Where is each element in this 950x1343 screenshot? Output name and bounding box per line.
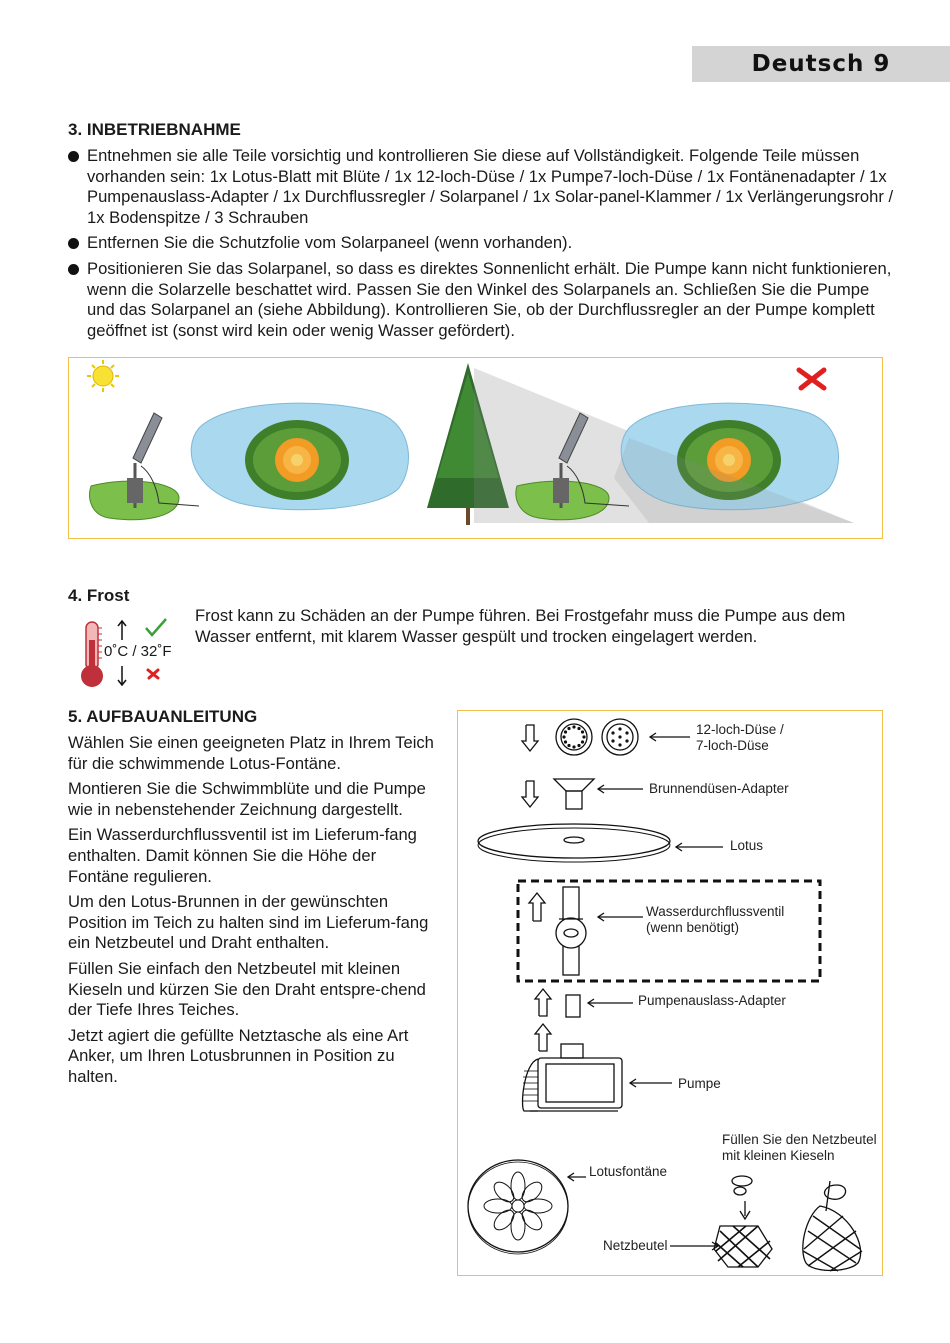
section-3-bullet-list: [68, 146, 898, 346]
outlet-label: Pumpenauslass-Adapter: [638, 993, 786, 1008]
frost-text: Frost kann zu Schäden an der Pumpe führen. Bei Frostgefahr muss die Pumpe aus dem Wasser entfernt, mit klarem Wasser gespült und trocken eingelagert werden.: [195, 606, 846, 646]
arrow-up-icon: [529, 893, 545, 921]
bullet-item: Positionieren Sie das Solarpanel, so dass es direktes Sonnenlicht erhält. Die Pumpe kann nicht funktionieren, wenn die Solarzelle beschattet wird. Passen Sie den Winkel des Solarpanels an. Schließen Sie die Pumpe und das Solarpanel an (siehe Abbildung). Kontrollieren Sie, ob der Durchflussregler an der Pumpe komplett geöffnet ist (sonst wird kein oder wenig Wasser gefördert).: [68, 259, 898, 341]
valve-label-line1: Wasserdurchflussventil: [646, 904, 785, 919]
nozzle-7-hole-icon: [602, 719, 638, 755]
small-cross-icon: [148, 670, 158, 678]
nozzle-12-hole-icon: [556, 719, 592, 755]
nozzle-label-line1: 12-loch-Düse /: [696, 722, 784, 737]
assembly-diagram: [457, 710, 883, 1276]
pump-outlet-adapter-icon: [566, 995, 580, 1017]
fountain-adapter-icon: [554, 779, 594, 809]
paragraph: Montieren Sie die Schwimmblüte und die Pumpe wie in nebenstehender Zeichnung dargestellt.: [68, 779, 426, 819]
paragraph: Um den Lotus-Brunnen in der gewünschten Position im Teich zu halten sind im Lieferum-fang ein Netzbeutel und Draht enthalten.: [68, 892, 429, 953]
pump-icon: [523, 1044, 622, 1111]
pointer-arrow-icon: [676, 843, 723, 851]
lotus-disc-icon: [478, 824, 670, 862]
pointer-arrow-icon: [598, 913, 643, 921]
bullet-item: Entfernen Sie die Schutzfolie vom Solarpaneel (wenn vorhanden).: [68, 233, 898, 254]
lotus-fountain-label: Lotusfontäne: [589, 1164, 668, 1179]
fill-net-label-line1: Füllen Sie den Netzbeutel: [722, 1132, 877, 1147]
cross-icon: [799, 370, 824, 388]
bullet-item: Entnehmen sie alle Teile vorsichtig und kontrollieren Sie diese auf Vollständigkeit. Folgende Teile müssen vorhanden sein: 1x Lotus-Blatt mit Blüte / 1x 12-loch-Düse / 1x Pumpe7-loch-Düse / 1x Fontänenadapter / 1x Pumpenauslass-Adapter / 1x Durchflussregler / Solarpanel / 1x Solar-panel-Klammer / 1x Verlängerungsrohr / 1x Bodenspitze / 3 Schrauben: [68, 146, 898, 228]
fill-net-label-line2: mit kleinen Kieseln: [722, 1148, 835, 1163]
pointer-arrow-icon: [588, 999, 633, 1007]
section-3-title: 3. INBETRIEBNAHME: [68, 120, 241, 139]
checkmark-icon: [146, 619, 166, 635]
temperature-label: 0˚C / 32˚F: [104, 643, 172, 660]
lotus-fountain-icon: [468, 1160, 568, 1254]
assembly-instructions: [68, 733, 440, 1093]
valve-label-line2: (wenn benötigt): [646, 920, 740, 935]
pointer-arrow-icon: [630, 1079, 672, 1087]
pointer-arrow-icon: [670, 1242, 718, 1250]
pointer-arrow-icon: [598, 785, 643, 793]
net-bag-open-icon: [714, 1226, 772, 1267]
pebbles-icon: [732, 1176, 752, 1219]
arrow-down-icon: [522, 781, 538, 807]
sun-icon: [87, 360, 119, 392]
section-5-title: 5. AUFBAUANLEITUNG: [68, 707, 258, 726]
nozzle-label-line2: 7-loch-Düse: [696, 738, 769, 753]
net-bag-label: Netzbeutel: [603, 1238, 668, 1253]
arrow-down-icon: [522, 725, 538, 751]
lotus-flower-left: [245, 420, 349, 500]
solar-placement-svg: [69, 358, 882, 538]
paragraph: Wählen Sie einen geeigneten Platz in Ihrem Teich für die schwimmende Lotus-Fontäne.: [68, 733, 434, 773]
net-bag-filled-icon: [803, 1181, 862, 1271]
pointer-arrow-icon: [650, 733, 690, 741]
paragraph: Jetzt agiert die gefüllte Netztasche als eine Art Anker, um Ihren Lotusbrunnen in Position zu halten.: [68, 1025, 409, 1086]
page-header-tab: Deutsch 9: [692, 46, 950, 82]
arrow-down-icon: [118, 666, 126, 685]
pump-label: Pumpe: [678, 1076, 721, 1091]
lotus-label: Lotus: [730, 838, 764, 853]
paragraph: Ein Wasserdurchflussventil ist im Lieferum-fang enthalten. Damit können Sie die Höhe der Fontäne regulieren.: [68, 825, 417, 886]
solar-placement-illustration: [68, 357, 883, 539]
flow-valve-icon: [556, 887, 586, 975]
pointer-arrow-icon: [568, 1173, 586, 1181]
arrow-up-icon: [535, 1024, 551, 1051]
adapter-label: Brunnendüsen-Adapter: [649, 781, 789, 796]
paragraph: Füllen Sie einfach den Netzbeutel mit kleinen Kieseln und kürzen Sie den Draht entspre-chend der Tiefe Ihres Teiches.: [68, 958, 426, 1020]
arrow-up-icon: [535, 989, 551, 1016]
section-4-title: 4. Frost: [68, 586, 130, 605]
arrow-up-icon: [118, 621, 126, 640]
